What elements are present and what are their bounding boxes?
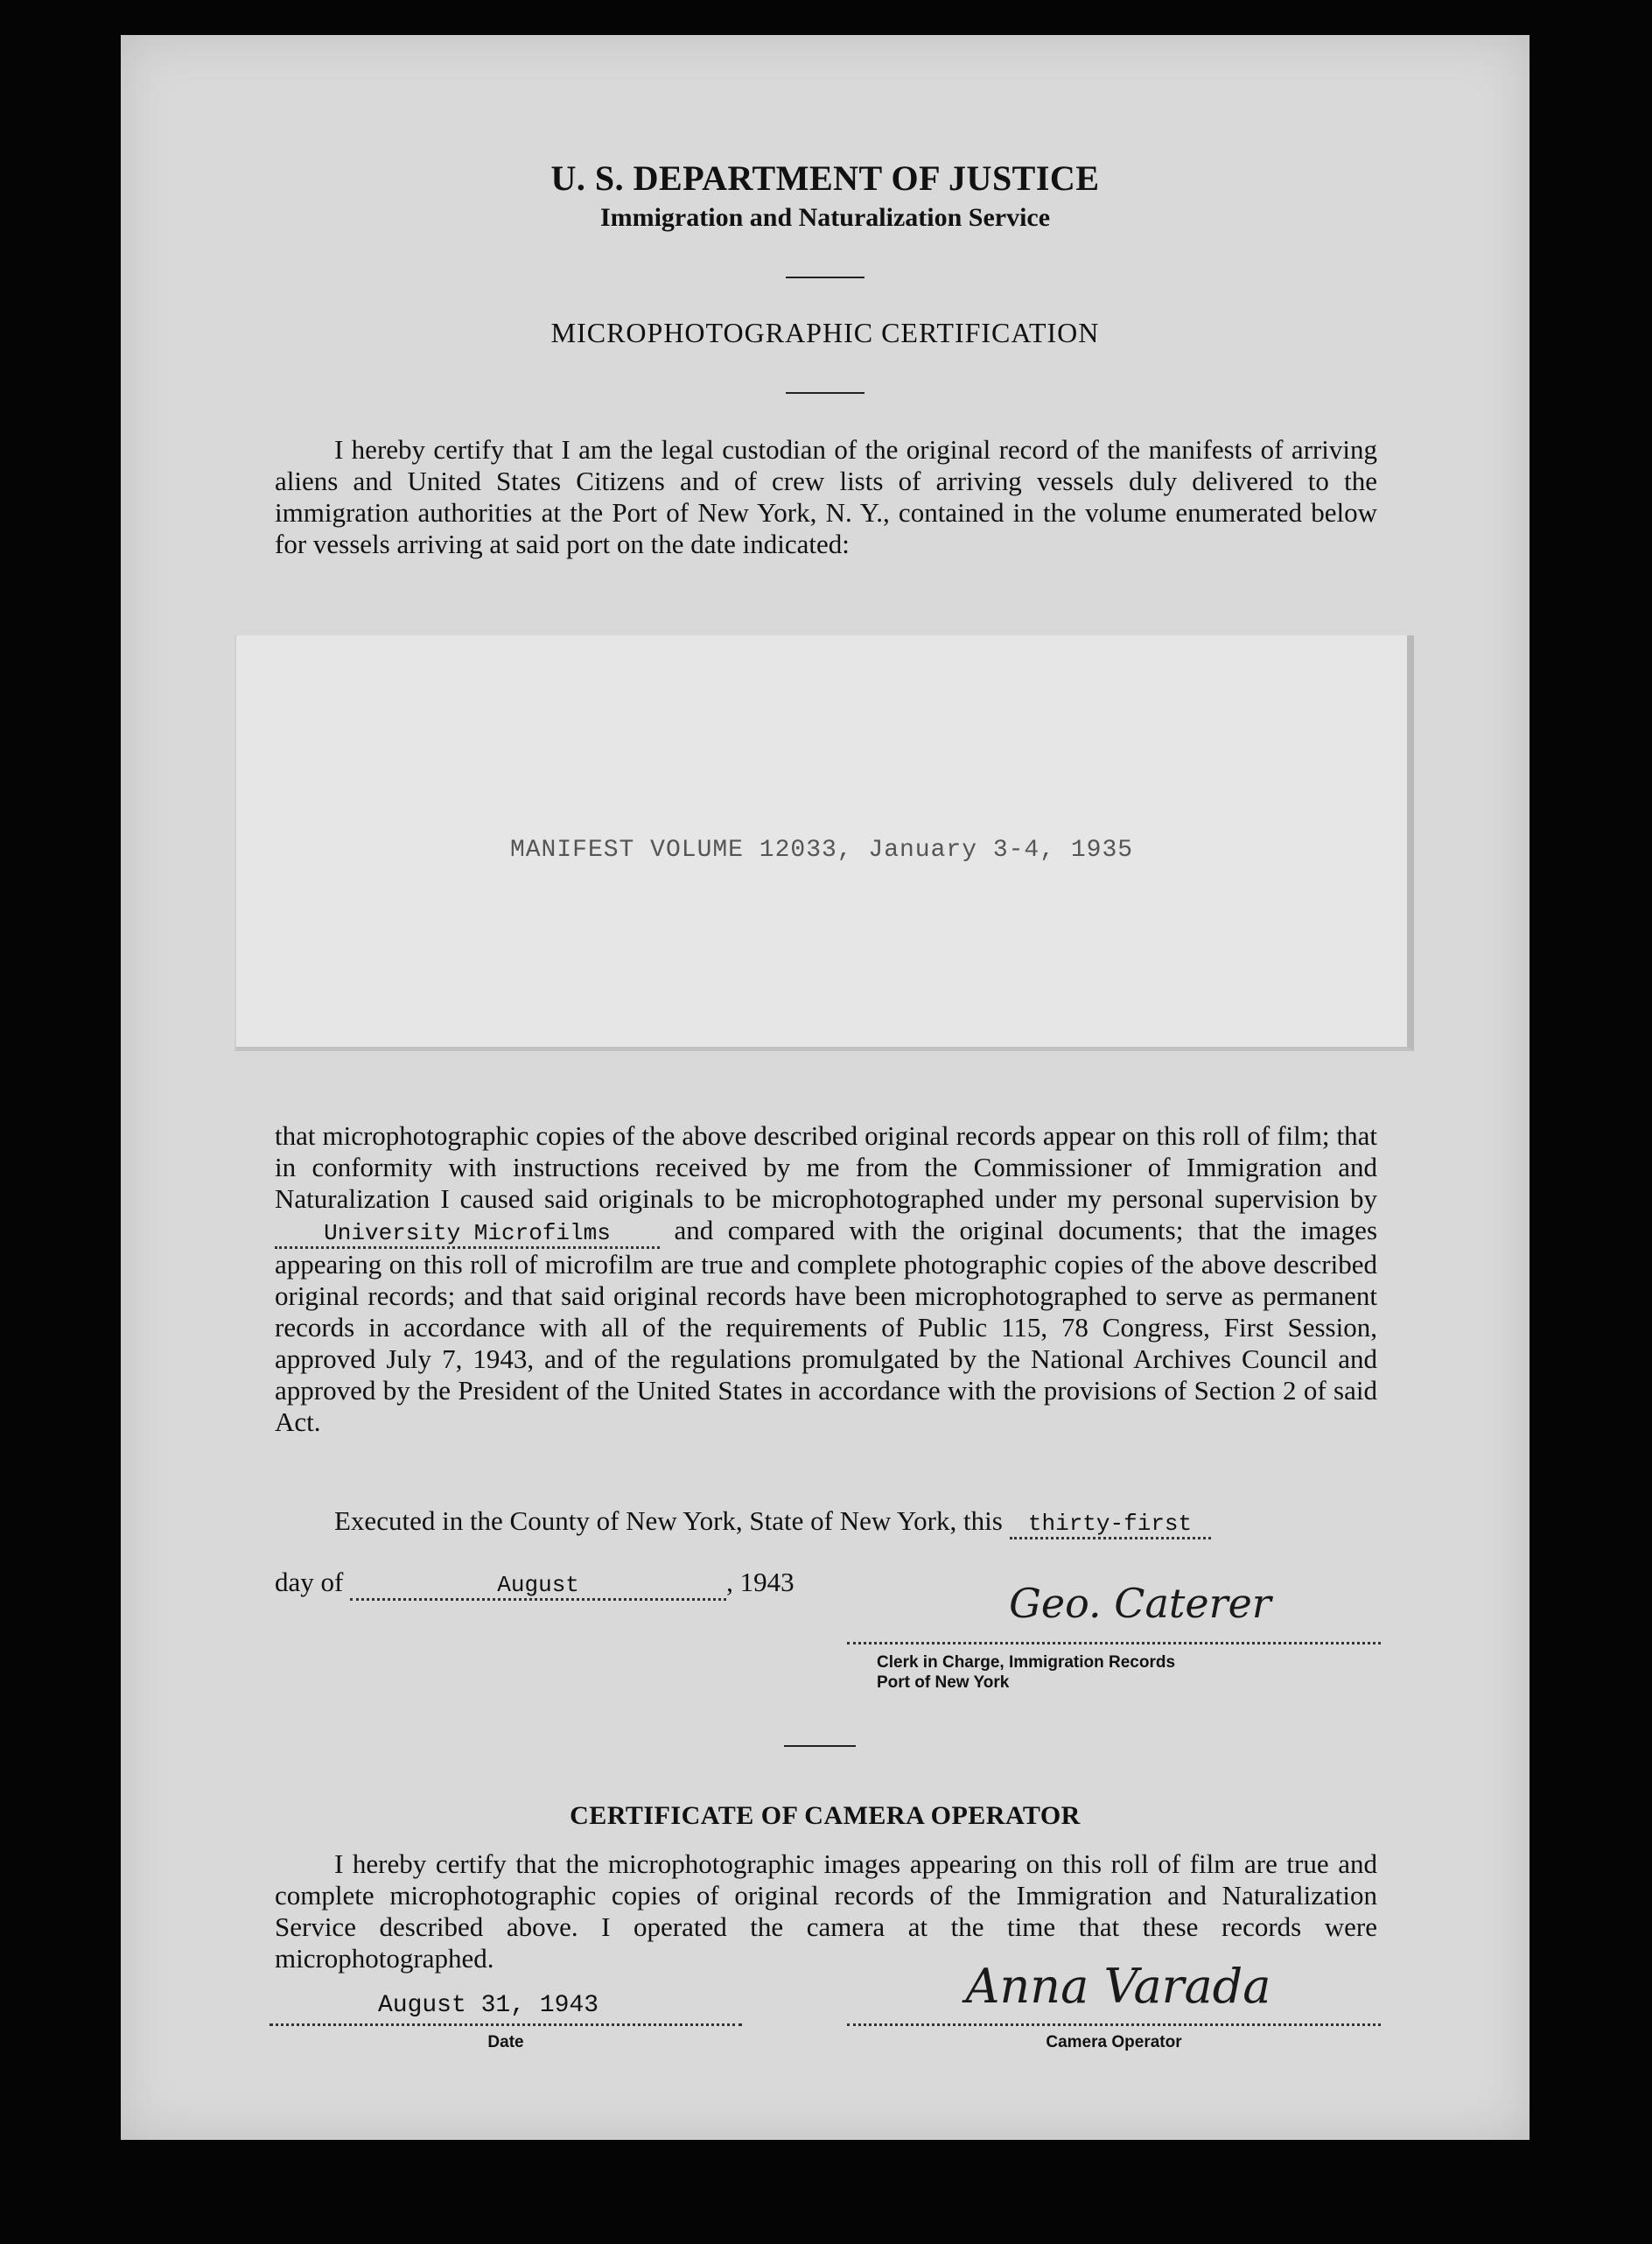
execution-line bbox=[275, 1505, 1377, 1539]
intro-paragraph: I hereby certify that I am the legal custodian of the original record of the manifests of arriving aliens and United States Citizens and of crew lists of arriving vessels duly delivered to the immigration authorities at the Port of New York, N. Y., contained in the volume enumerated below for vessels arriving at said port on the date indicated: bbox=[275, 434, 1377, 559]
date-line bbox=[270, 2023, 742, 2026]
body-text-before: that microphotographic copies of the above described original records appear on this roll of film; that in conformity with instructions received by me from the Commissioner of Immigration and Naturalization I caused said originals to be microphotographed under my personal supervision by bbox=[275, 1120, 1377, 1214]
camera-operator-label: Camera Operator bbox=[1046, 2033, 1182, 2051]
manifest-volume-box bbox=[234, 635, 1414, 1051]
date-label: Date bbox=[487, 2033, 524, 2051]
clerk-title: Clerk in Charge, Immigration Records Port of New York bbox=[877, 1653, 1176, 1692]
certificate-page bbox=[121, 35, 1530, 2140]
day-of-label: day of bbox=[275, 1567, 344, 1597]
execution-day-field: thirty-first bbox=[1010, 1511, 1211, 1539]
divider bbox=[786, 277, 864, 278]
operator-date-value: August 31, 1943 bbox=[377, 1992, 599, 2019]
operator-signature: Anna Varada bbox=[965, 1959, 1271, 2014]
execution-year: , 1943 bbox=[726, 1567, 794, 1597]
microfilm-company-field: University Microfilms bbox=[275, 1220, 660, 1249]
certification-title: MICROPHOTOGRAPHIC CERTIFICATION bbox=[550, 317, 1100, 348]
manifest-volume-label: MANIFEST VOLUME 12033, January 3-4, 1935 bbox=[509, 837, 1134, 864]
clerk-signature-line bbox=[847, 1642, 1381, 1644]
execution-month-field: August bbox=[350, 1572, 726, 1601]
divider bbox=[784, 1745, 856, 1747]
body-paragraph bbox=[275, 1120, 1377, 1438]
body-text-after: and compared with the original documents; that the images appearing on this roll of microfilm are true and complete photographic copies of the above described original records; and that said original records have been microphotographed to serve as permanent records in accordance with all of the requirements of Public 115, 78 Congress, First Session, approved July 7, 1943, and of the regulations promulgated by the National Archives Council and approved by the President of the United States in accordance with the provisions of Section 2 of said Act. bbox=[275, 1215, 1378, 1437]
divider bbox=[786, 392, 864, 394]
camera-certificate-text: I hereby certify that the microphotographic images appearing on this roll of film are true and complete microphotographic copies of original records of the Immigration and Naturalization Service described above. I operated the camera at the time that these records were microphotographed. bbox=[275, 1848, 1377, 1974]
operator-signature-line bbox=[847, 2023, 1381, 2026]
camera-certificate-title: CERTIFICATE OF CAMERA OPERATOR bbox=[570, 1801, 1081, 1830]
page-subtitle: Immigration and Naturalization Service bbox=[599, 203, 1051, 232]
clerk-signature: Geo. Caterer bbox=[1009, 1580, 1271, 1627]
page-title: U. S. DEPARTMENT OF JUSTICE bbox=[550, 158, 1100, 198]
execution-text: Executed in the County of New York, State of New York, this bbox=[334, 1505, 1003, 1536]
